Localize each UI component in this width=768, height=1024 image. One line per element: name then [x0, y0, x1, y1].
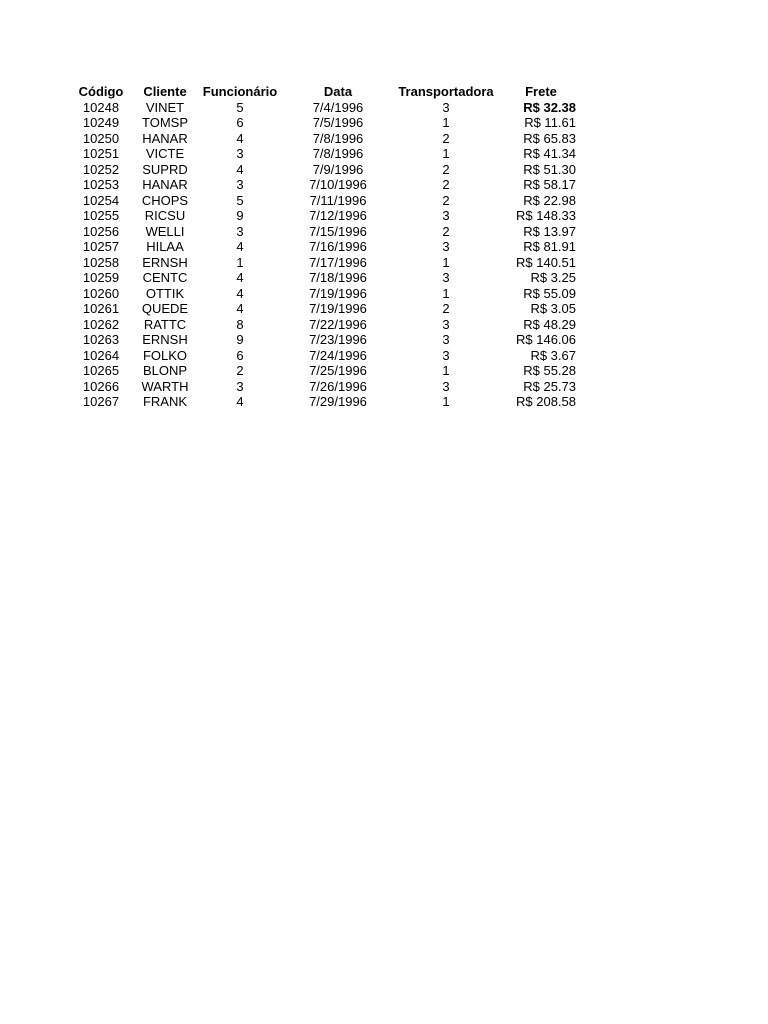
cell-transportadora[interactable]: 3: [442, 239, 450, 254]
cell-transportadora[interactable]: 2: [442, 177, 450, 192]
cell-data[interactable]: 7/22/1996: [309, 316, 367, 332]
cell-cliente[interactable]: HANAR: [142, 177, 188, 192]
table-row: [70, 115, 576, 131]
cell-data[interactable]: 7/5/1996: [312, 115, 364, 130]
header-cliente[interactable]: Cliente: [143, 84, 187, 99]
table-row: [70, 162, 576, 178]
cell-frete[interactable]: R$ 65.83: [523, 130, 576, 146]
cell-funcionario[interactable]: 3: [236, 378, 244, 394]
cell-transportadora[interactable]: 3: [442, 316, 450, 332]
cell-transportadora[interactable]: 3: [442, 347, 450, 363]
cell-cliente[interactable]: OTTIK: [145, 285, 185, 301]
cell-frete[interactable]: R$ 11.61: [524, 115, 576, 130]
table-row: [70, 301, 576, 317]
cell-funcionario[interactable]: 4: [236, 301, 244, 316]
cell-codigo[interactable]: 10264: [82, 347, 120, 363]
cell-transportadora[interactable]: 2: [442, 223, 450, 239]
cell-funcionario[interactable]: 6: [236, 347, 244, 363]
table-row: [70, 394, 576, 410]
cell-funcionario[interactable]: 2: [236, 363, 244, 378]
cell-frete[interactable]: R$ 48.29: [523, 316, 576, 332]
cell-frete[interactable]: R$ 22.98: [523, 192, 576, 208]
cell-codigo[interactable]: 10253: [82, 177, 120, 192]
cell-funcionario[interactable]: 4: [236, 161, 244, 177]
cell-cliente[interactable]: HILAA: [146, 239, 184, 254]
cell-codigo[interactable]: 10259: [82, 270, 120, 285]
cell-data[interactable]: 7/15/1996: [309, 223, 367, 239]
header-row: [70, 84, 576, 100]
cell-transportadora[interactable]: 3: [442, 208, 450, 223]
cell-cliente[interactable]: TOMSP: [142, 115, 188, 130]
cell-frete[interactable]: R$ 55.09: [523, 285, 576, 301]
cell-frete[interactable]: R$ 208.58: [516, 394, 576, 409]
cell-data[interactable]: 7/16/1996: [309, 239, 367, 254]
cell-cliente[interactable]: CENTC: [142, 270, 188, 285]
cell-transportadora[interactable]: 3: [442, 270, 450, 285]
cell-codigo[interactable]: 10266: [82, 378, 120, 394]
table-row: [70, 286, 576, 302]
cell-cliente[interactable]: ERNSH: [142, 332, 188, 347]
cell-frete[interactable]: R$ 51.30: [523, 161, 576, 177]
cell-transportadora[interactable]: 2: [442, 301, 450, 316]
cell-frete[interactable]: R$ 3.25: [530, 270, 576, 285]
table-row: [70, 146, 576, 162]
table-row: [70, 379, 576, 395]
cell-data[interactable]: 7/10/1996: [309, 177, 367, 192]
cell-funcionario[interactable]: 4: [236, 285, 244, 301]
cell-codigo[interactable]: 10256: [82, 223, 120, 239]
cell-frete[interactable]: R$ 81.91: [523, 239, 576, 254]
cell-cliente[interactable]: SUPRD: [142, 161, 188, 177]
cell-data[interactable]: 7/9/1996: [312, 161, 364, 177]
table-row: [70, 255, 576, 271]
cell-data[interactable]: 7/12/1996: [309, 208, 367, 223]
cell-codigo[interactable]: 10258: [82, 254, 120, 270]
table-row: [70, 270, 576, 286]
cell-frete[interactable]: R$ 25.73: [523, 378, 576, 394]
cell-frete[interactable]: R$ 140.51: [516, 254, 576, 270]
table-row: [70, 177, 576, 193]
header-codigo[interactable]: Código: [78, 84, 124, 99]
cell-frete[interactable]: R$ 3.67: [530, 347, 576, 363]
cell-funcionario[interactable]: 9: [236, 332, 244, 347]
table-row: [70, 348, 576, 364]
cell-codigo[interactable]: 10257: [82, 239, 120, 254]
cell-codigo[interactable]: 10265: [82, 363, 120, 378]
cell-codigo[interactable]: 10250: [82, 130, 120, 146]
cell-cliente[interactable]: QUEDE: [141, 301, 189, 316]
cell-cliente[interactable]: VINET: [145, 99, 185, 115]
cell-transportadora[interactable]: 1: [442, 363, 450, 378]
table-row: [70, 131, 576, 147]
cell-funcionario[interactable]: 8: [236, 316, 244, 332]
cell-transportadora[interactable]: 1: [442, 254, 450, 270]
header-data[interactable]: Data: [323, 84, 353, 99]
orders-table: [70, 84, 576, 410]
orders-body: [70, 100, 576, 410]
cell-transportadora[interactable]: 2: [442, 130, 450, 146]
header-transportadora[interactable]: Transportadora: [398, 84, 494, 99]
cell-funcionario[interactable]: 4: [236, 239, 244, 254]
cell-frete[interactable]: R$ 32.38: [523, 99, 576, 115]
table-row: [70, 317, 576, 333]
cell-frete[interactable]: R$ 146.06: [516, 332, 576, 347]
cell-transportadora[interactable]: 2: [442, 192, 450, 208]
cell-cliente[interactable]: BLONP: [142, 363, 188, 378]
cell-transportadora[interactable]: 1: [442, 115, 450, 130]
cell-data[interactable]: 7/4/1996: [312, 99, 364, 115]
header-frete[interactable]: Frete: [525, 84, 557, 99]
cell-codigo[interactable]: 10255: [82, 208, 120, 223]
cell-data[interactable]: 7/8/1996: [312, 146, 364, 161]
cell-transportadora[interactable]: 3: [442, 332, 450, 347]
cell-frete[interactable]: R$ 148.33: [516, 208, 576, 223]
cell-codigo[interactable]: 10262: [82, 316, 120, 332]
cell-cliente[interactable]: VICTE: [145, 146, 185, 161]
cell-transportadora[interactable]: 3: [442, 378, 450, 394]
cell-cliente[interactable]: RICSU: [144, 208, 186, 223]
cell-data[interactable]: 7/17/1996: [309, 254, 367, 270]
cell-cliente[interactable]: FOLKO: [142, 347, 188, 363]
cell-funcionario[interactable]: 9: [236, 208, 244, 223]
table-row: [70, 363, 576, 379]
cell-data[interactable]: 7/23/1996: [309, 332, 367, 347]
cell-cliente[interactable]: WELLI: [145, 223, 185, 239]
cell-transportadora[interactable]: 1: [442, 285, 450, 301]
cell-cliente[interactable]: CHOPS: [141, 192, 189, 208]
cell-cliente[interactable]: WARTH: [141, 378, 189, 394]
cell-transportadora[interactable]: 1: [442, 146, 450, 161]
cell-data[interactable]: 7/19/1996: [309, 285, 367, 301]
cell-codigo[interactable]: 10267: [82, 394, 120, 409]
cell-transportadora[interactable]: 1: [442, 394, 450, 409]
cell-funcionario[interactable]: 3: [236, 223, 244, 239]
cell-funcionario[interactable]: 3: [236, 177, 244, 192]
table-row: [70, 332, 576, 348]
cell-cliente[interactable]: RATTC: [143, 316, 187, 332]
header-funcionario[interactable]: Funcionário: [202, 84, 278, 99]
cell-data[interactable]: 7/25/1996: [309, 363, 367, 378]
cell-funcionario[interactable]: 1: [236, 254, 244, 270]
cell-data[interactable]: 7/29/1996: [309, 394, 367, 409]
cell-funcionario[interactable]: 4: [236, 270, 244, 285]
cell-transportadora[interactable]: 2: [442, 161, 450, 177]
cell-funcionario[interactable]: 6: [236, 115, 244, 130]
cell-codigo[interactable]: 10251: [82, 146, 120, 161]
table-row: [70, 193, 576, 209]
cell-frete[interactable]: R$ 58.17: [523, 177, 576, 192]
cell-data[interactable]: 7/11/1996: [309, 192, 367, 208]
cell-data[interactable]: 7/18/1996: [309, 270, 367, 285]
cell-funcionario[interactable]: 4: [236, 394, 244, 409]
table-row: [70, 239, 576, 255]
cell-funcionario[interactable]: 3: [236, 146, 244, 161]
cell-codigo[interactable]: 10248: [82, 99, 120, 115]
cell-funcionario[interactable]: 4: [236, 130, 244, 146]
cell-frete[interactable]: R$ 13.97: [523, 223, 576, 239]
cell-codigo[interactable]: 10249: [82, 115, 120, 130]
cell-transportadora[interactable]: 3: [442, 99, 450, 115]
cell-cliente[interactable]: ERNSH: [142, 254, 188, 270]
cell-frete[interactable]: R$ 41.34: [523, 146, 576, 161]
table-row: [70, 224, 576, 240]
cell-data[interactable]: 7/19/1996: [309, 301, 367, 316]
cell-codigo[interactable]: 10252: [82, 161, 120, 177]
table-row: [70, 100, 576, 116]
cell-frete[interactable]: R$ 3.05: [530, 301, 576, 316]
cell-frete[interactable]: R$ 55.28: [523, 363, 576, 378]
orders-sheet: [70, 84, 576, 410]
cell-codigo[interactable]: 10261: [82, 301, 120, 316]
cell-funcionario[interactable]: 5: [236, 192, 244, 208]
cell-cliente[interactable]: HANAR: [142, 130, 188, 146]
cell-cliente[interactable]: FRANK: [142, 394, 188, 409]
cell-codigo[interactable]: 10263: [82, 332, 120, 347]
cell-funcionario[interactable]: 5: [236, 99, 244, 115]
cell-codigo[interactable]: 10260: [82, 285, 120, 301]
cell-codigo[interactable]: 10254: [82, 192, 120, 208]
cell-data[interactable]: 7/24/1996: [309, 347, 367, 363]
cell-data[interactable]: 7/8/1996: [312, 130, 364, 146]
cell-data[interactable]: 7/26/1996: [309, 378, 367, 394]
table-row: [70, 208, 576, 224]
